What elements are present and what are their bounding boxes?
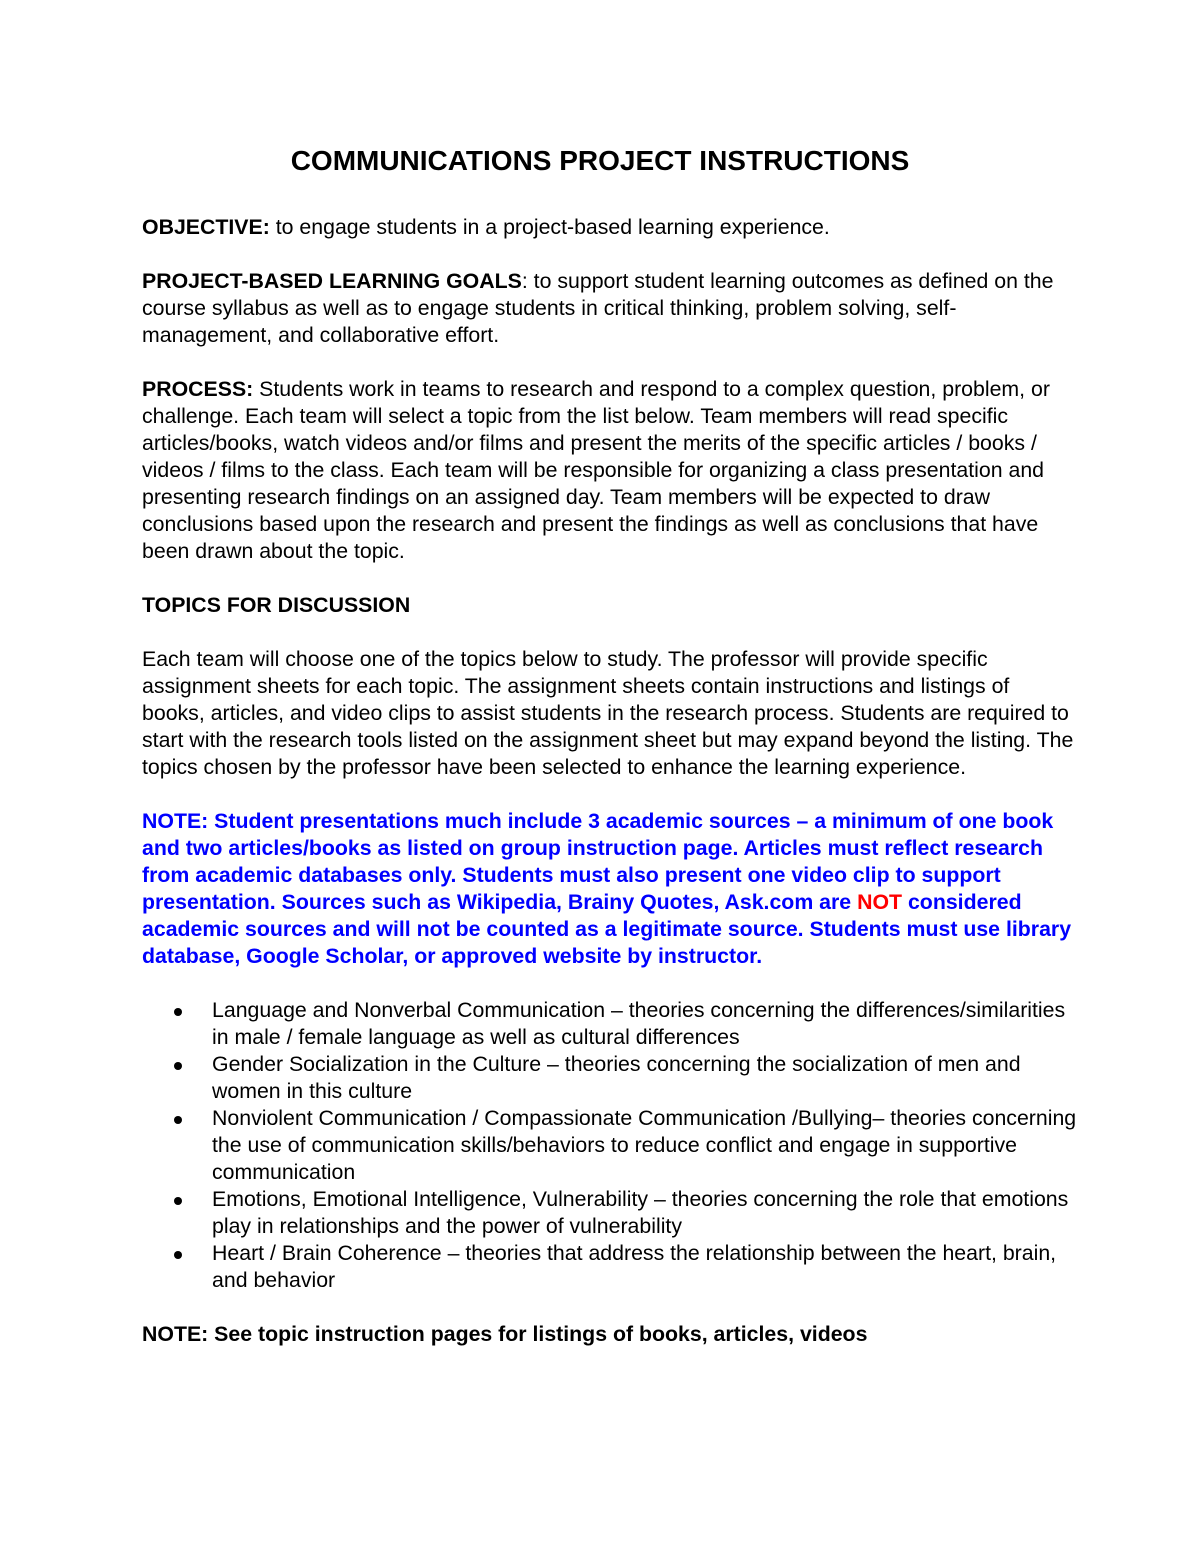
topic-text: Language and Nonverbal Communication – theories concerning the differences/similarities in male / female language as well as cultural differences [212,998,1066,1049]
topics-heading: TOPICS FOR DISCUSSION [142,593,411,617]
bullet-icon [174,1116,182,1124]
goals-paragraph [142,268,1077,349]
sources-note [142,808,1077,970]
list-item [142,1186,1077,1240]
sources-note-part2: considered academic sources and will not be counted as a legitimate source. Students must use library database, Google Scholar, or approved website by instructor. [142,890,1072,968]
sources-note-emphasis: NOT [857,890,903,914]
final-note: NOTE: See topic instruction pages for listings of books, articles, videos [142,1322,868,1346]
bullet-icon [174,1251,182,1259]
objective-label: OBJECTIVE: [142,215,270,239]
process-text: Students work in teams to research and respond to a complex question, problem, or challenge. Each team will select a topic from the list below. Team members will read specific articles/books, watch videos and/or films and present the merits of the specific articles / books / videos / films to the class. Each team will be responsible for organizing a class presentation and presenting research findings on an assigned day. Team members will be expected to draw conclusions based upon the research and present the findings as well as conclusions that have been drawn about the topic. [142,377,1050,563]
list-item [142,997,1077,1051]
objective-text: to engage students in a project-based learning experience. [269,215,830,239]
process-label: PROCESS: [142,377,254,401]
topics-intro: Each team will choose one of the topics below to study. The professor will provide specific assignment sheets for each topic. The assignment sheets contain instructions and listings of books, articles, and video clips to assist students in the research process. Students are required to start with the research tools listed on the assignment sheet but may expand beyond the listing. The topics chosen by the professor have been selected to enhance the learning experience. [142,647,1074,779]
goals-text: : to support student learning outcomes as defined on the course syllabus as well as to engage students in critical thinking, problem solving, self-management, and collaborative effort. [142,269,1054,347]
topic-text: Nonviolent Communication / Compassionate Communication /Bullying– theories concerning the use of communication skills/behaviors to reduce conflict and engage in supportive communication [212,1106,1077,1184]
topic-text: Heart / Brain Coherence – theories that address the relationship between the heart, brain, and behavior [212,1241,1057,1292]
topic-text: Gender Socialization in the Culture – theories concerning the socialization of men and women in this culture [212,1052,1021,1103]
page-title: COMMUNICATIONS PROJECT INSTRUCTIONS [290,145,910,176]
bullet-icon [174,1062,182,1070]
list-item [142,1240,1077,1294]
topic-text: Emotions, Emotional Intelligence, Vulnerability – theories concerning the role that emotions play in relationships and the power of vulnerability [212,1187,1069,1238]
process-paragraph [142,376,1077,565]
list-item [142,1105,1077,1186]
list-item [142,1051,1077,1105]
topics-list [142,997,1077,1294]
sources-note-part1: NOTE: Student presentations much include 3 academic sources – a minimum of one book and two articles/books as listed on group instruction page. Articles must reflect research from academic databases only. Students must also present one video clip to support presentation. Sources such as Wikipedia, Brainy Quotes, Ask.com are [142,809,1054,914]
bullet-icon [174,1008,182,1016]
goals-label: PROJECT-BASED LEARNING GOALS [142,269,522,293]
bullet-icon [174,1197,182,1205]
objective-paragraph [142,214,1077,241]
document-body [142,214,1077,1375]
